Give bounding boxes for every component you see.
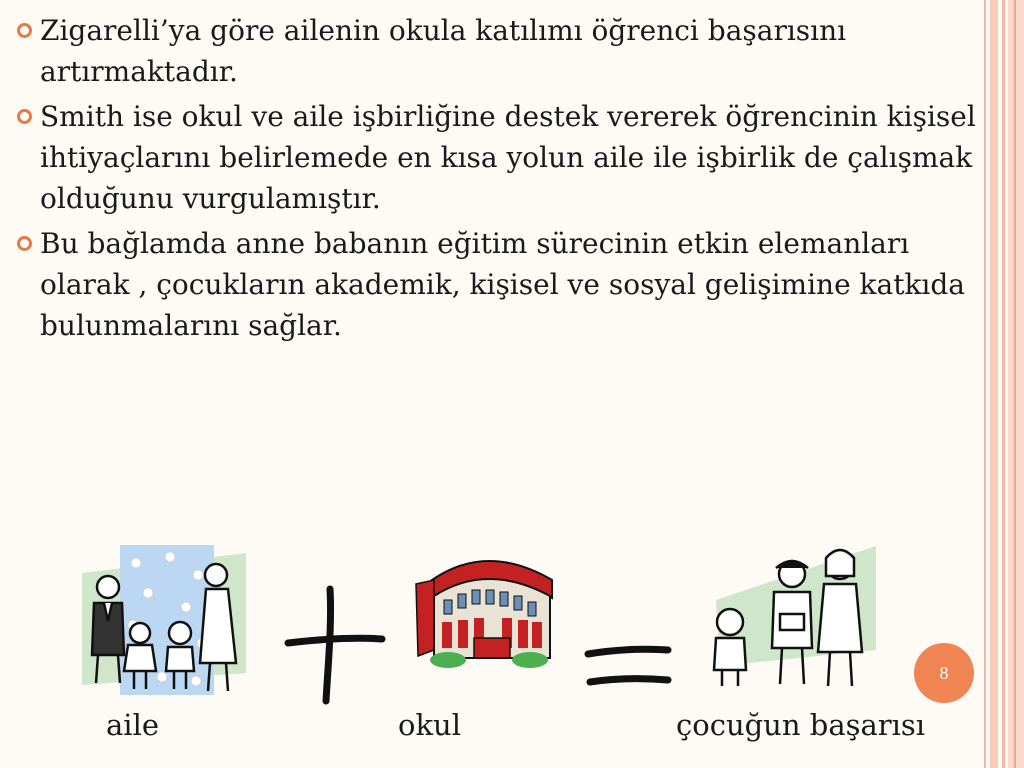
school-building-clipart bbox=[412, 550, 562, 680]
decorative-stripe bbox=[1008, 0, 1024, 768]
family-label: aile bbox=[106, 708, 160, 742]
bullet-text: Smith ise okul ve aile işbirliğine destek vererek öğrencinin kişisel ihtiyaçlarını belirlemede en kısa yolun aile ile işbirlik de çalışmak olduğunu vurgulamıştır. bbox=[40, 100, 976, 215]
page-number-badge: 8 bbox=[914, 643, 974, 703]
bullet-icon bbox=[17, 109, 32, 124]
decorative-stripe bbox=[1002, 0, 1005, 768]
bullet-text: Zigarelli’ya göre ailenin okula katılımı öğrenci başarısını artırmaktadır. bbox=[40, 14, 847, 88]
bullet-icon bbox=[17, 236, 32, 251]
bullet-list bbox=[10, 10, 1000, 350]
result-label: çocuğun başarısı bbox=[676, 708, 926, 742]
students-clipart bbox=[700, 540, 882, 690]
bullet-item bbox=[10, 96, 1000, 219]
plus-sign bbox=[282, 585, 388, 705]
decorative-stripe bbox=[1014, 0, 1016, 768]
bullet-item bbox=[10, 10, 1000, 92]
bullet-item bbox=[10, 223, 1000, 346]
bullet-text: Bu bağlamda anne babanın eğitim sürecinin etkin elemanları olarak , çocukların akademik, kişisel ve sosyal gelişimine katkıda bulunmalarını sağlar. bbox=[40, 227, 965, 342]
equals-sign bbox=[582, 640, 674, 690]
family-clipart bbox=[78, 545, 250, 695]
school-label: okul bbox=[398, 708, 461, 742]
bullet-icon bbox=[17, 23, 32, 38]
